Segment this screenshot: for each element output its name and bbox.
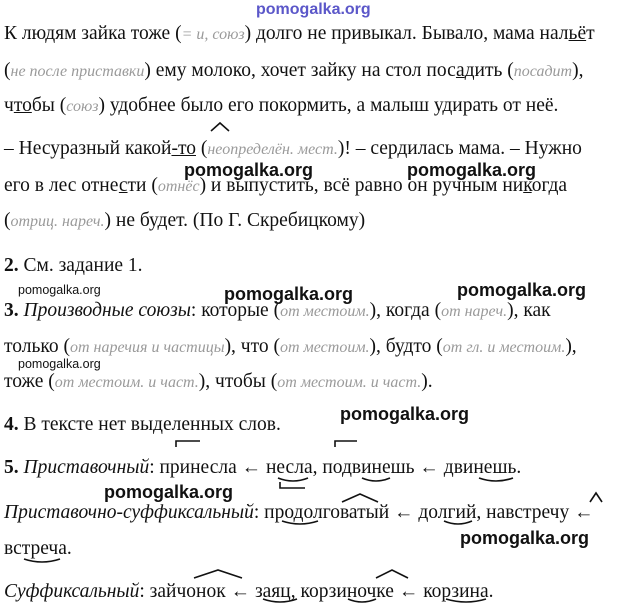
text-run: В тексте нет выделенных слов. [18, 414, 281, 435]
text-run: ) удобнее было его покормить, а малыш удирать от неё. [98, 95, 559, 116]
annotation-note: союз [66, 98, 99, 115]
underlined-letter: к [523, 175, 532, 196]
watermark: pomogalka.org [224, 284, 354, 304]
annotation-note: от нареч. [441, 303, 508, 320]
annotation-note: от местоим. [280, 339, 370, 356]
text-run: : которые ( [190, 300, 281, 321]
text-line-4 [4, 137, 582, 162]
section-label: Приставочный [23, 457, 150, 478]
task-5-line-4 [4, 580, 494, 604]
annotation-note: отнёс [157, 178, 200, 195]
watermark: pomogalka.org [407, 160, 537, 180]
prefix-mark [335, 441, 357, 447]
task-5-line-3 [4, 537, 72, 561]
text-run: : принесла ← несла, подвинешь ← двинешь. [149, 457, 522, 478]
text-run: огда [531, 175, 568, 196]
text-run: ти ( [127, 175, 158, 196]
underlined-letters: ьё [568, 23, 587, 44]
annotation-note: не после приставки [10, 63, 145, 80]
suffix-to: -то [171, 138, 196, 159]
task-5-line-2 [4, 501, 594, 525]
section-label: Приставочно-суффиксальный [4, 502, 254, 523]
watermark: pomogalka.org [18, 283, 101, 297]
task-5-line-1 [4, 456, 521, 480]
text-run: ( [4, 210, 11, 231]
task-4 [4, 413, 281, 437]
underlined-letter: с [118, 175, 128, 196]
text-run: ), чтобы ( [198, 371, 278, 392]
watermark-top: pomogalka.org [256, 1, 371, 18]
suffix-arc-mark [211, 123, 229, 131]
watermark: pomogalka.org [18, 357, 101, 371]
text-line-1 [4, 22, 595, 47]
prefix-mark [176, 441, 200, 447]
annotation-note: от наречия и частицы [69, 339, 225, 356]
annotation-note: от местоим. [280, 303, 370, 320]
text-run: ) ему молоко, хочет зайку на стол пос [144, 60, 456, 81]
text-run: только ( [4, 336, 70, 357]
text-run: ) и выпустить, всё равно он ручным ни [199, 175, 524, 196]
text-run: См. задание 1. [18, 255, 143, 276]
text-run: ), [572, 60, 584, 81]
underlined-letter: а [455, 60, 465, 81]
text-run: встреча. [4, 538, 72, 559]
watermark: pomogalka.org [457, 280, 587, 300]
task-number: 4. [4, 414, 19, 435]
text-run: ), что ( [224, 336, 280, 357]
watermark: pomogalka.org [340, 404, 470, 424]
annotation-note: отриц. нареч. [10, 213, 105, 230]
text-run: тоже ( [4, 371, 55, 392]
section-label: Производные союзы [23, 300, 191, 321]
text-run: )! – сердилась мама. – Нужно [337, 138, 582, 159]
task-number: 2. [4, 255, 19, 276]
text-run: т [586, 23, 595, 44]
text-line-2 [4, 59, 583, 84]
annotation-note: от местоим. и част. [277, 374, 422, 391]
task-2 [4, 254, 143, 278]
annotation-note: от местоим. и част. [54, 374, 199, 391]
text-run: : зайчонок ← заяц, корзиночке ← корзина. [139, 581, 494, 602]
text-run: ), [565, 336, 577, 357]
annotation-note: = и, союз [181, 26, 245, 43]
text-run: дить ( [464, 60, 514, 81]
watermark: pomogalka.org [184, 160, 314, 180]
text-run: ), когда ( [369, 300, 442, 321]
task-3-line-3 [4, 370, 433, 395]
watermark: pomogalka.org [104, 482, 234, 502]
suffix-arc-mark [376, 570, 408, 578]
task-number: 5. [4, 457, 19, 478]
watermark: pomogalka.org [460, 528, 590, 548]
text-run: ( [4, 60, 11, 81]
text-run: : продолговатый ← долгий, навстречу ← [253, 502, 594, 523]
suffix-arc-mark [194, 570, 242, 578]
text-line-3 [4, 94, 558, 119]
text-run: ), как [507, 300, 551, 321]
task-number: 3. [4, 300, 19, 321]
text-run: ( [195, 138, 208, 159]
text-run: ), будто ( [369, 336, 443, 357]
annotation-note: от гл. и местоим. [442, 339, 566, 356]
annotation-note: неопределён. мест. [207, 141, 338, 158]
text-line-6 [4, 209, 365, 234]
section-label: Суффиксальный [4, 581, 140, 602]
text-run: ). [421, 371, 433, 392]
text-run: бы ( [31, 95, 67, 116]
annotation-note: посадит [513, 63, 573, 80]
text-run: – Несуразный какой [4, 138, 172, 159]
prefix-mark [280, 482, 305, 488]
text-run: ) не будет. (По Г. Скребицкому) [104, 210, 366, 231]
text-run: его в лес отне [4, 175, 119, 196]
underlined-letters: то [13, 95, 32, 116]
text-run: ) долго не привыкал. Бывало, мама нал [244, 23, 569, 44]
text-run: ч [4, 95, 14, 116]
text-run: К людям зайка тоже ( [4, 23, 182, 44]
